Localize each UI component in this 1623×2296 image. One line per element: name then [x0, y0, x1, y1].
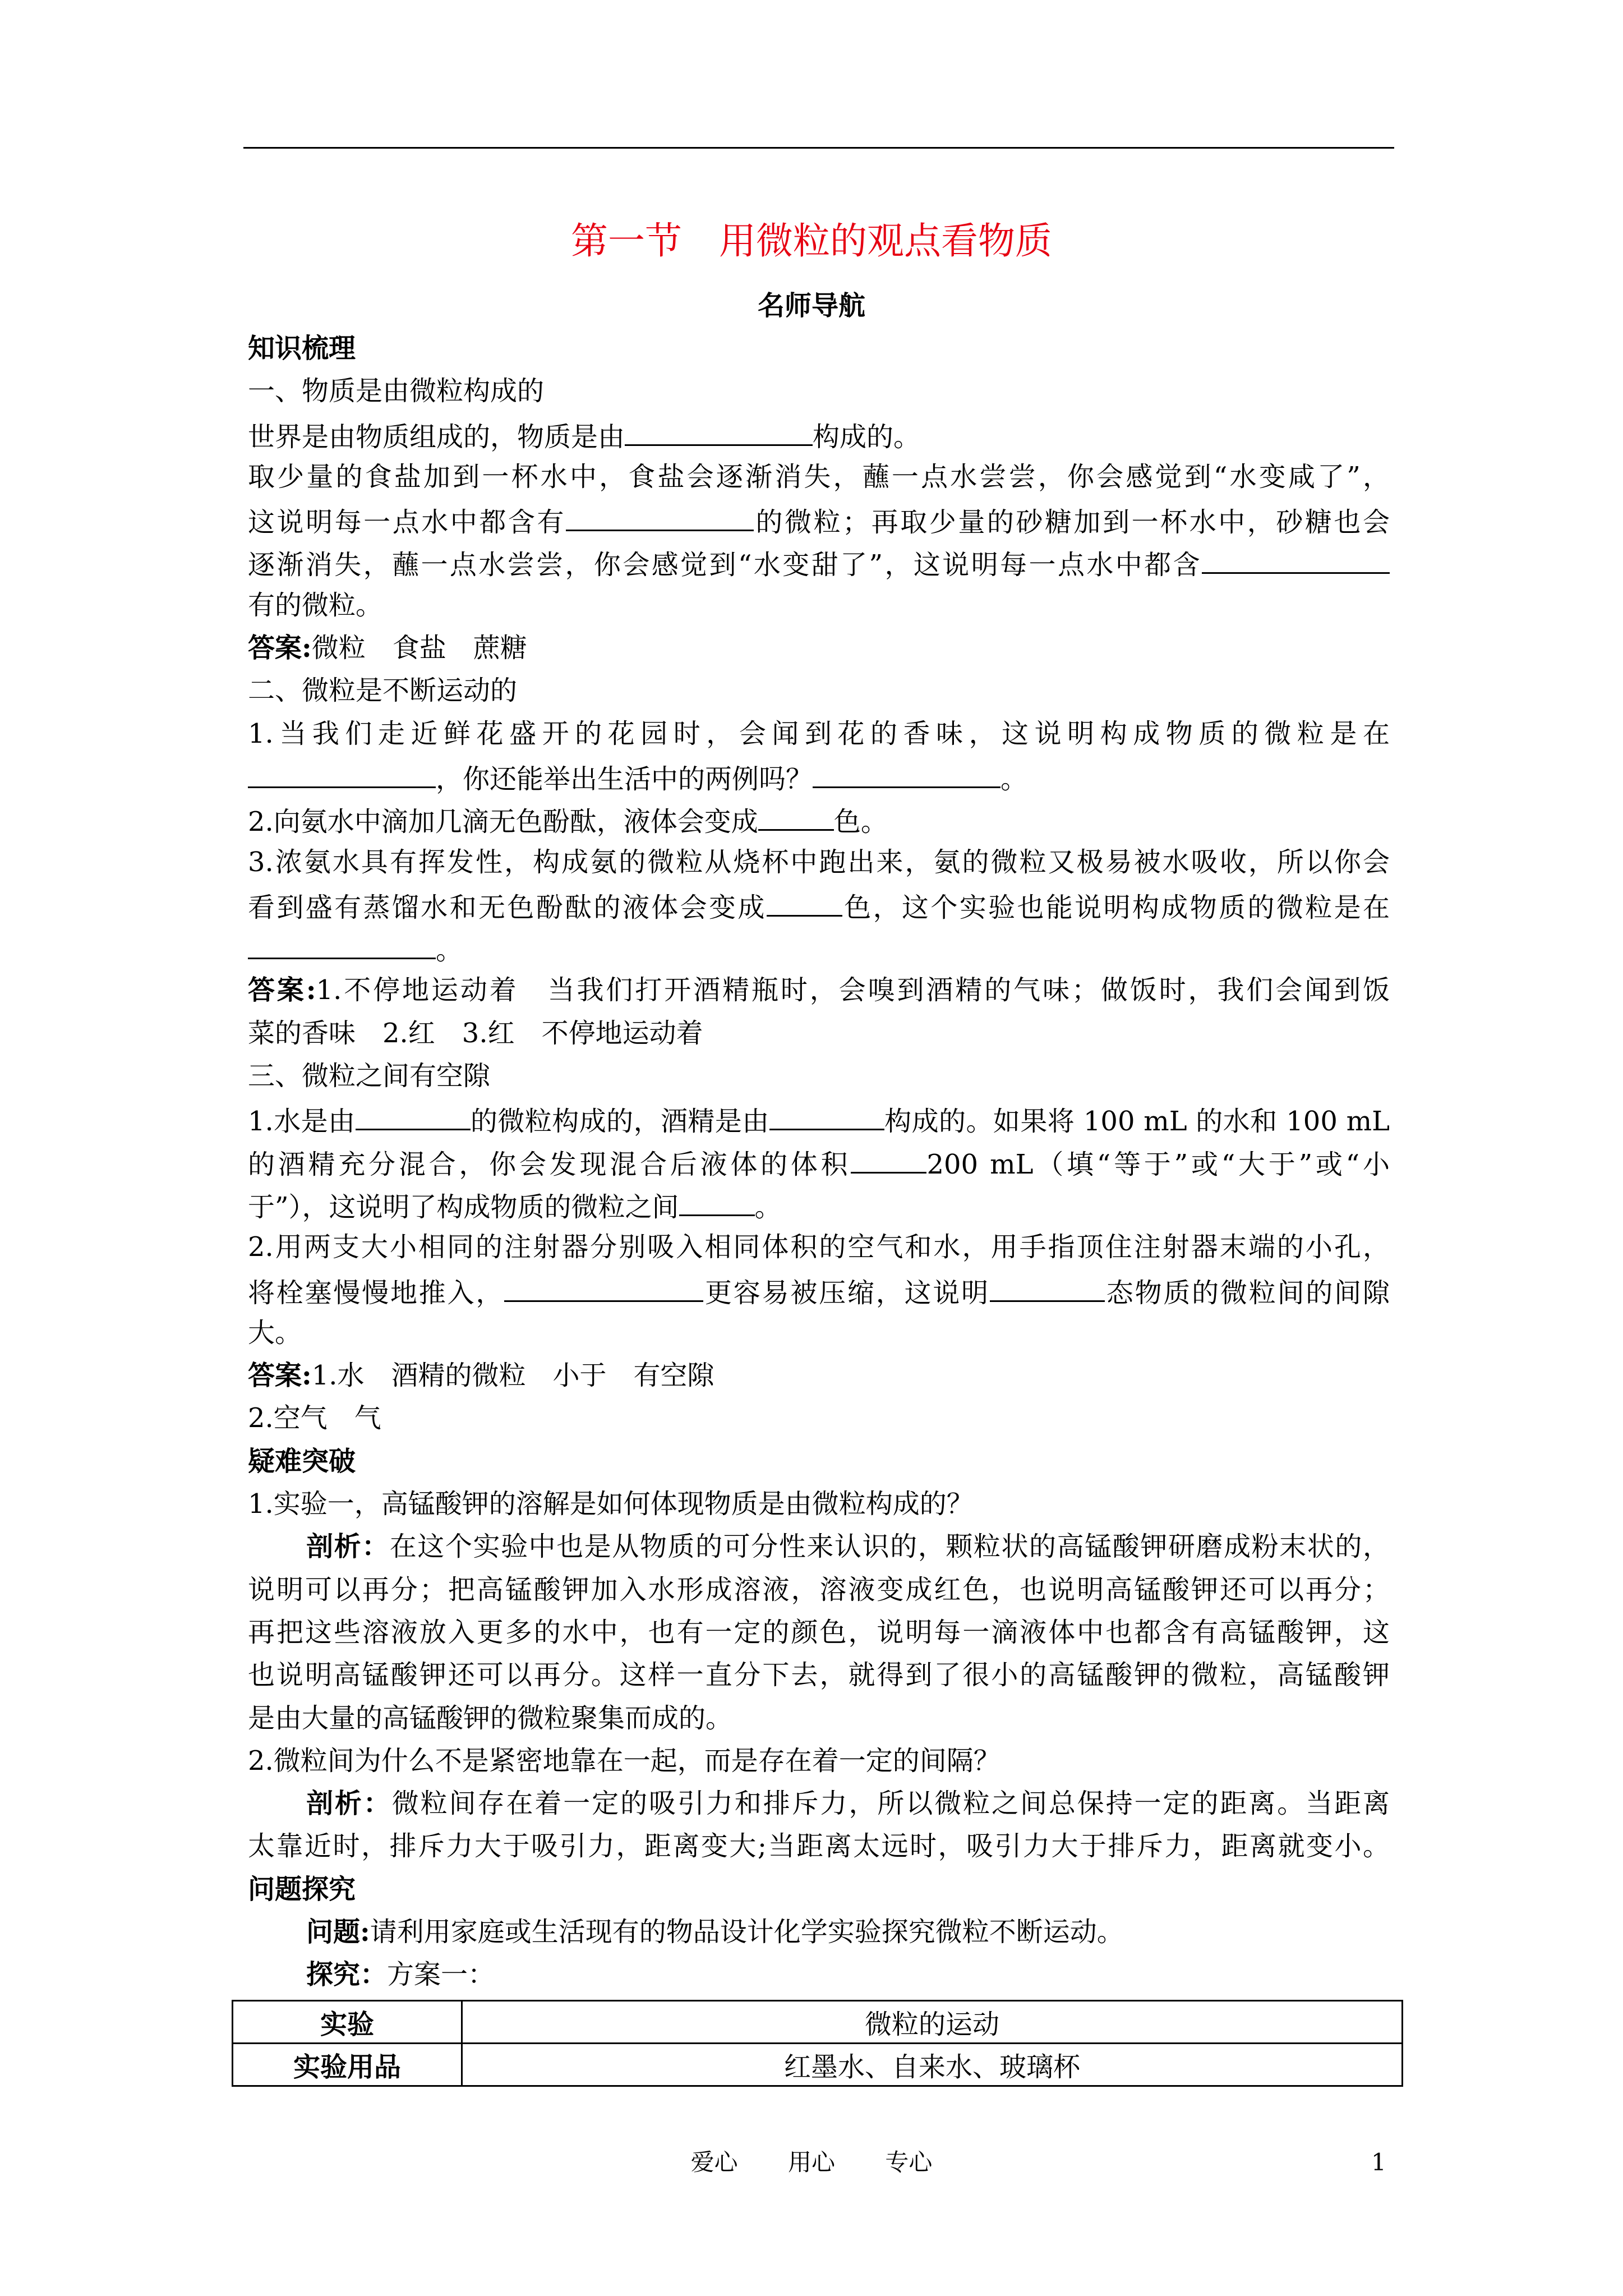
fill-in-blank — [769, 1097, 884, 1130]
text: 态物质的微粒间的间隙 — [1104, 1277, 1390, 1309]
text-line — [248, 755, 1390, 798]
text: 200 mL（填“等于”或“大于”或“小 — [926, 1148, 1390, 1180]
text-line — [248, 1226, 1390, 1268]
text-line — [248, 1140, 1390, 1183]
fill-in-blank — [625, 413, 813, 446]
fill-in-blank — [679, 1183, 755, 1216]
text-line — [248, 669, 1390, 712]
text: 微粒间存在着一定的吸引力和排斥力，所以微粒之间总保持一定的距离。当距离 — [391, 1788, 1390, 1820]
table-key: 实验用品 — [233, 2044, 462, 2086]
fill-in-blank — [990, 1269, 1105, 1302]
fill-in-blank — [758, 798, 834, 831]
table-row — [233, 2001, 1403, 2044]
experiment-table — [232, 2000, 1403, 2087]
text: 1.水是由 — [248, 1106, 356, 1138]
bold-label: 答案: — [248, 632, 312, 664]
text-line — [248, 498, 1390, 541]
text-line — [248, 1312, 1390, 1354]
text: 方案一： — [387, 1959, 495, 1991]
text: 逐渐消失，蘸一点水尝尝，你会感觉到“水变甜了”，这说明每一点水中都含 — [248, 549, 1202, 581]
text: 在这个实验中也是从物质的可分性来认识的，颗粒状的高锰酸钾研磨成粉末状的， — [389, 1531, 1390, 1563]
text-line — [248, 1611, 1390, 1654]
text: 1.水 酒精的微粒 小于 有空隙 — [311, 1360, 714, 1392]
text-line — [248, 1483, 1390, 1525]
text: 世界是由物质组成的，物质是由 — [248, 421, 625, 453]
text: 。 — [1000, 763, 1028, 795]
text: 大。 — [248, 1317, 302, 1349]
bold-label: 答案: — [248, 974, 316, 1006]
bold-label: 剖析： — [306, 1788, 392, 1820]
table-value: 红墨水、自来水、玻璃杯 — [462, 2044, 1403, 2086]
text: 有的微粒。 — [248, 589, 383, 621]
text: 问题探究 — [248, 1873, 356, 1905]
text: 说明可以再分；把高锰酸钾加入水形成溶液，溶液变成红色，也说明高锰酸钾还可以再分； — [248, 1573, 1390, 1605]
document-body — [248, 327, 1390, 1996]
text-line — [248, 1654, 1390, 1696]
text: 二、微粒是不断运动的 — [248, 675, 518, 707]
text: 知识梳理 — [248, 333, 356, 364]
text: 色。 — [833, 806, 888, 838]
text-line — [248, 1782, 1390, 1825]
text: 看到盛有蒸馏水和无色酚酞的液体会变成 — [248, 891, 767, 923]
text-line — [248, 541, 1390, 583]
text: 太靠近时，排斥力大于吸引力，距离变大;当距离太远时，吸引力大于排斥力，距离就变小。 — [248, 1830, 1390, 1862]
table-value: 微粒的运动 — [462, 2001, 1403, 2044]
text-line — [248, 1397, 1390, 1439]
fill-in-blank — [248, 926, 436, 959]
fill-in-blank — [1202, 541, 1390, 574]
text: 2.空气 气 — [248, 1402, 381, 1434]
text: 2.微粒间为什么不是紧密地靠在一起，而是存在着一定的间隔？ — [248, 1745, 1000, 1777]
bold-label: 问题: — [306, 1916, 370, 1948]
text: 于”），这说明了构成物质的微粒之间 — [248, 1191, 679, 1223]
bold-label: 探究： — [306, 1959, 388, 1991]
text-line — [248, 1354, 1390, 1397]
text-line — [248, 1097, 1390, 1140]
text: 1.当我们走近鲜花盛开的花园时，会闻到花的香味，这说明构成物质的微粒是在 — [248, 717, 1390, 749]
text: 3.浓氨水具有挥发性，构成氨的微粒从烧杯中跑出来，氨的微粒又极易被水吸收，所以你会 — [248, 846, 1390, 878]
text: 的酒精充分混合，你会发现混合后液体的体积 — [248, 1148, 851, 1180]
text: 将栓塞慢慢地推入， — [248, 1277, 505, 1309]
text: 这说明每一点水中都含有 — [248, 507, 566, 539]
text: 1.不停地运动着 当我们打开酒精瓶时，会嗅到酒精的气味；做饭时，我们会闻到饭 — [316, 974, 1390, 1006]
text-line — [248, 1269, 1390, 1312]
text-line — [248, 1953, 1390, 1996]
page-number: 1 — [1371, 2148, 1386, 2176]
text: 一、物质是由微粒构成的 — [248, 375, 545, 407]
text: 微粒 食盐 蔗糖 — [311, 632, 527, 664]
text: 请利用家庭或生活现有的物品设计化学实验探究微粒不断运动。 — [370, 1916, 1124, 1948]
footer-text: 专心 — [885, 2148, 933, 2176]
text-line — [248, 1525, 1390, 1568]
footer-text: 爱心 — [690, 2148, 738, 2176]
fill-in-blank — [566, 498, 754, 531]
text: 构成的。 — [813, 421, 921, 453]
fill-in-blank — [851, 1140, 926, 1174]
text-line — [248, 1911, 1390, 1953]
text-line — [248, 1697, 1390, 1740]
text-line — [248, 413, 1390, 455]
fill-in-blank — [356, 1097, 471, 1130]
text: 取少量的食盐加到一杯水中，食盐会逐渐消失，蘸一点水尝尝，你会感觉到“水变咸了”， — [248, 461, 1390, 493]
page-title: 第一节 用微粒的观点看物质 — [571, 219, 1052, 263]
table-row — [233, 2044, 1403, 2086]
text-line — [248, 1568, 1390, 1611]
text: 色，这个实验也能说明构成物质的微粒是在 — [842, 891, 1390, 923]
text-line — [248, 926, 1390, 969]
text-line — [248, 370, 1390, 412]
text-line — [248, 1183, 1390, 1226]
section-heading — [248, 1868, 1390, 1911]
text-line — [248, 1740, 1390, 1782]
text-line — [248, 584, 1390, 627]
text-line — [248, 884, 1390, 926]
text: 的微粒构成的，酒精是由 — [470, 1106, 769, 1138]
text-line — [248, 969, 1390, 1011]
text: 1.实验一，高锰酸钾的溶解是如何体现物质是由微粒构成的？ — [248, 1488, 974, 1520]
text: 更容易被压缩，这说明 — [703, 1277, 990, 1309]
text-line — [248, 798, 1390, 840]
text-line — [248, 1825, 1390, 1867]
fill-in-blank — [248, 755, 436, 788]
text: 。 — [436, 935, 463, 967]
bold-label: 答案: — [248, 1360, 312, 1392]
fill-in-blank — [504, 1269, 703, 1302]
text: 菜的香味 2.红 3.红 不停地运动着 — [248, 1017, 703, 1049]
fill-in-blank — [813, 755, 1000, 788]
text: 2.向氨水中滴加几滴无色酚酞，液体会变成 — [248, 806, 758, 838]
text-line — [248, 627, 1390, 669]
text: 再把这些溶液放入更多的水中，也有一定的颜色，说明每一滴液体中也都含有高锰酸钾，这 — [248, 1616, 1390, 1648]
text-line — [248, 712, 1390, 755]
text: 疑难突破 — [248, 1445, 356, 1477]
text: 三、微粒之间有空隙 — [248, 1060, 491, 1092]
bold-label: 剖析： — [306, 1531, 390, 1563]
text: 也说明高锰酸钾还可以再分。这样一直分下去，就得到了很小的高锰酸钾的微粒，高锰酸钾 — [248, 1659, 1390, 1691]
text-line — [248, 1055, 1390, 1097]
section-heading — [248, 1440, 1390, 1483]
text: 。 — [754, 1191, 782, 1223]
table-key: 实验 — [233, 2001, 462, 2044]
footer-text: 用心 — [787, 2148, 835, 2176]
section-heading — [248, 327, 1390, 370]
text: 2.用两支大小相同的注射器分别吸入相同体积的空气和水，用手指顶住注射器末端的小孔， — [248, 1231, 1390, 1263]
text-line — [248, 1012, 1390, 1055]
page-subtitle: 名师导航 — [757, 290, 865, 321]
text: 是由大量的高锰酸钾的微粒聚集而成的。 — [248, 1702, 733, 1734]
text-line — [248, 455, 1390, 498]
text: 的微粒；再取少量的砂糖加到一杯水中，砂糖也会 — [754, 507, 1390, 539]
header-rule — [243, 147, 1394, 149]
fill-in-blank — [767, 884, 842, 917]
text-line — [248, 841, 1390, 884]
text: 构成的。如果将 100 mL 的水和 100 mL — [884, 1106, 1390, 1138]
text: ，你还能举出生活中的两例吗？ — [436, 763, 813, 795]
